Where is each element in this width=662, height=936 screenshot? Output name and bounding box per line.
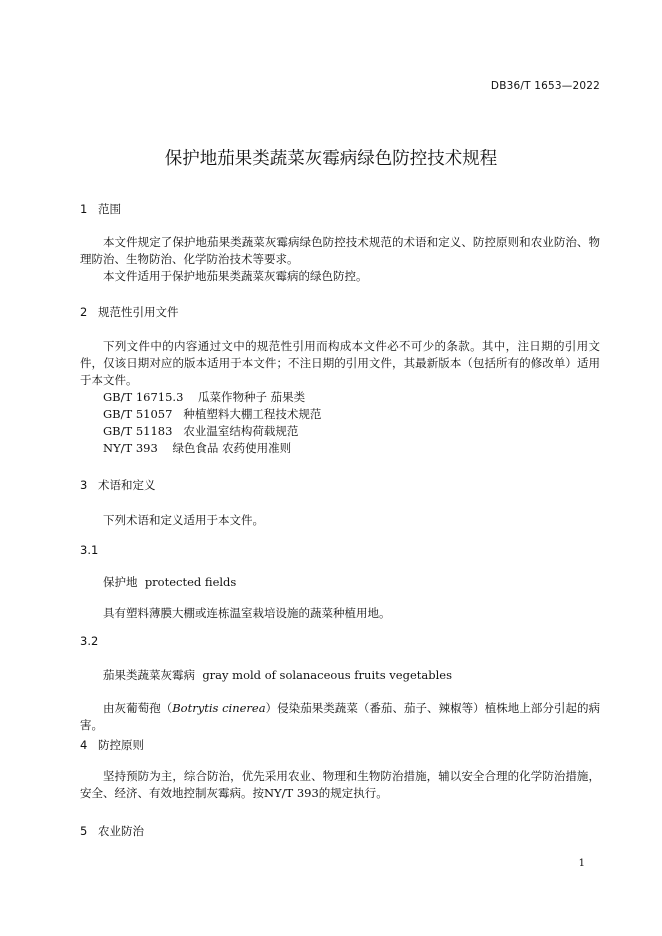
section-number: 2 — [80, 305, 88, 319]
section-number: 5 — [80, 824, 88, 838]
section-2-paragraph-1: 下列文件中的内容通过文中的规范性引用而构成本文件必不可少的条款。其中，注日期的引用文件，仅该日期对应的版本适用于本文件；不注日期的引用文件，其最新版本（包括所有的修改单）适用于本文件。 — [80, 339, 600, 387]
term-definition — [80, 700, 600, 734]
term-chinese: 保护地 — [103, 575, 138, 589]
section-number: 3 — [80, 478, 88, 492]
section-1-heading — [80, 201, 121, 217]
latin-name: Botrytis cinerea — [172, 701, 266, 715]
page-number: 1 — [578, 858, 585, 869]
section-title: 防控原则 — [98, 738, 144, 752]
term-entry — [103, 574, 236, 590]
reference-item — [103, 423, 298, 439]
section-title: 农业防治 — [98, 824, 144, 838]
term-definition: 具有塑料薄膜大棚或连栋温室栽培设施的蔬菜种植用地。 — [103, 606, 391, 620]
section-1-paragraph-1: 本文件规定了保护地茄果类蔬菜灰霉病绿色防控技术规范的术语和定义、防控原则和农业防治、物理防治、生物防治、化学防治技术等要求。 — [80, 235, 600, 266]
definition-text: ）侵染茄果类蔬菜（番茄、茄子、辣椒等）植株地上部分引起的病害。 — [80, 701, 601, 732]
reference-code: NY/T 393 — [103, 441, 158, 455]
definition-text: 由灰葡萄孢（ — [103, 701, 173, 715]
section-2-heading — [80, 304, 179, 320]
section-title: 范围 — [98, 202, 121, 216]
section-title: 术语和定义 — [98, 478, 156, 492]
section-5-heading — [80, 823, 144, 839]
reference-name: 绿色食品 农药使用准则 — [172, 441, 292, 455]
section-1-paragraph-2: 本文件适用于保护地茄果类蔬菜灰霉病的绿色防控。 — [103, 269, 368, 283]
section-4-heading — [80, 737, 144, 753]
document-title: 保护地茄果类蔬菜灰霉病绿色防控技术规程 — [164, 149, 498, 169]
section-number: 1 — [80, 202, 88, 216]
clause-number-3-2: 3.2 — [80, 634, 99, 648]
section-3-paragraph-1: 下列术语和定义适用于本文件。 — [103, 513, 264, 527]
reference-code: GB/T 16715.3 — [103, 390, 184, 404]
clause-number-3-1: 3.1 — [80, 543, 99, 557]
standard-code: DB36/T 1653—2022 — [490, 80, 600, 92]
reference-code: GB/T 51057 — [103, 407, 173, 421]
section-3-heading — [80, 477, 156, 493]
reference-name: 农业温室结构荷载规范 — [183, 424, 299, 438]
reference-item — [103, 440, 291, 456]
reference-name: 种植塑料大棚工程技术规范 — [183, 407, 322, 421]
term-entry — [103, 667, 452, 683]
reference-item — [103, 389, 305, 405]
section-number: 4 — [80, 738, 88, 752]
section-4-paragraph-1: 坚持预防为主，综合防治，优先采用农业、物理和生物防治措施，辅以安全合理的化学防治措施，安全、经济、有效地控制灰霉病。按NY/T 393的规定执行。 — [80, 769, 600, 800]
term-chinese: 茄果类蔬菜灰霉病 — [103, 668, 195, 682]
term-english: protected fields — [144, 575, 237, 589]
reference-item — [103, 406, 321, 422]
term-english: gray mold of solanaceous fruits vegetables — [202, 668, 453, 682]
reference-name: 瓜菜作物种子 茄果类 — [198, 390, 306, 404]
reference-code: GB/T 51183 — [103, 424, 173, 438]
section-title: 规范性引用文件 — [98, 305, 179, 319]
